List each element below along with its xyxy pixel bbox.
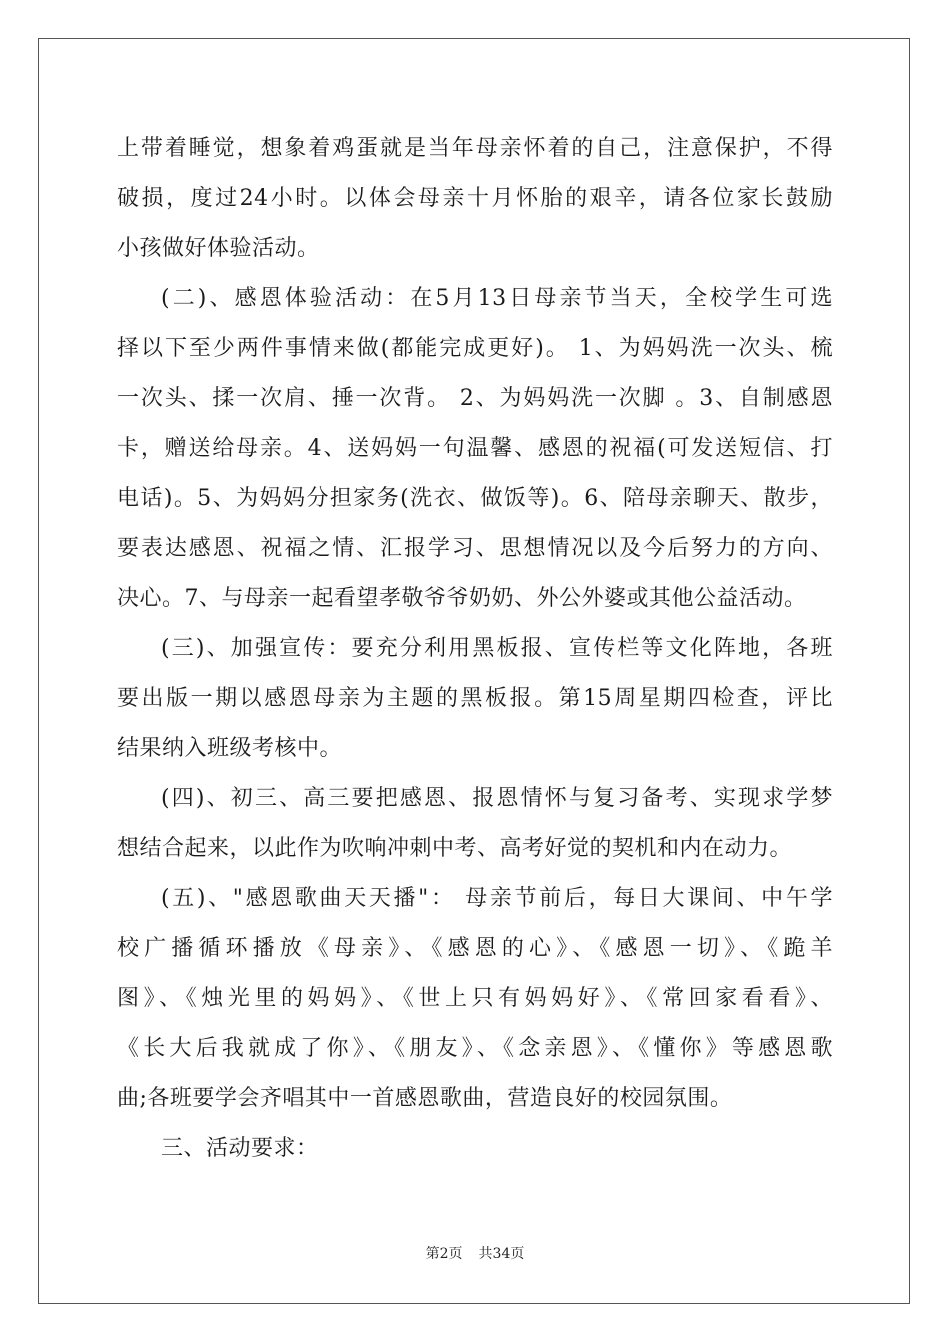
document-body — [117, 124, 833, 1174]
text-line: 三、活动要求： — [161, 1136, 319, 1161]
text-line: 《长大后我就成了你》、《朋友》、《念亲恩》、《懂你》等感恩歌 — [117, 1036, 833, 1061]
paragraph — [117, 874, 833, 1124]
text-line: 校广播循环播放《母亲》、《感恩的心》、《感恩一切》、《跪羊 — [117, 936, 833, 961]
page-footer — [0, 1243, 950, 1263]
page-number: 第2页 — [425, 1246, 463, 1262]
text-line: 结果纳入班级考核中。 — [117, 736, 343, 761]
text-line: 要表达感恩、祝福之情、汇报学习、思想情况以及今后努力的方向、 — [117, 536, 833, 561]
total-pages: 共34页 — [478, 1246, 525, 1262]
text-line: 择以下至少两件事情来做(都能完成更好)。 1、为妈妈洗一次头、梳 — [117, 336, 833, 361]
text-line: 电话)。5、为妈妈分担家务(洗衣、做饭等)。6、陪母亲聊天、散步， — [117, 486, 833, 511]
text-line: 卡，赠送给母亲。4、送妈妈一句温馨、感恩的祝福(可发送短信、打 — [117, 436, 833, 461]
text-line: 要出版一期以感恩母亲为主题的黑板报。第15周星期四检查，评比 — [117, 686, 833, 711]
text-line: (三)、加强宣传：要充分利用黑板报、宣传栏等文化阵地，各班 — [161, 636, 833, 661]
text-line: 决心。7、与母亲一起看望孝敬爷爷奶奶、外公外婆或其他公益活动。 — [117, 586, 807, 611]
paragraph — [117, 624, 833, 774]
text-line: 小孩做好体验活动。 — [117, 236, 320, 261]
paragraph — [117, 124, 833, 274]
text-line: (四)、初三、高三要把感恩、报恩情怀与复习备考、实现求学梦 — [161, 786, 833, 811]
text-line: 图》、《烛光里的妈妈》、《世上只有妈妈好》、《常回家看看》、 — [117, 986, 833, 1011]
text-line: 一次头、揉一次肩、捶一次背。 2、为妈妈洗一次脚 。3、自制感恩 — [117, 386, 833, 411]
paragraph — [117, 774, 833, 874]
paragraph — [117, 274, 833, 624]
text-line: 想结合起来，以此作为吹响冲刺中考、高考好觉的契机和内在动力。 — [117, 836, 793, 861]
section-heading — [117, 1124, 833, 1174]
text-line: 上带着睡觉，想象着鸡蛋就是当年母亲怀着的自己，注意保护，不得 — [117, 136, 833, 161]
text-line: (五)、"感恩歌曲天天播"： 母亲节前后，每日大课间、中午学 — [161, 886, 833, 911]
text-line: (二)、感恩体验活动：在5月13日母亲节当天，全校学生可选 — [161, 286, 833, 311]
text-line: 曲;各班要学会齐唱其中一首感恩歌曲，营造良好的校园氛围。 — [117, 1086, 733, 1111]
text-line: 破损，度过24小时。以体会母亲十月怀胎的艰辛，请各位家长鼓励 — [117, 186, 833, 211]
